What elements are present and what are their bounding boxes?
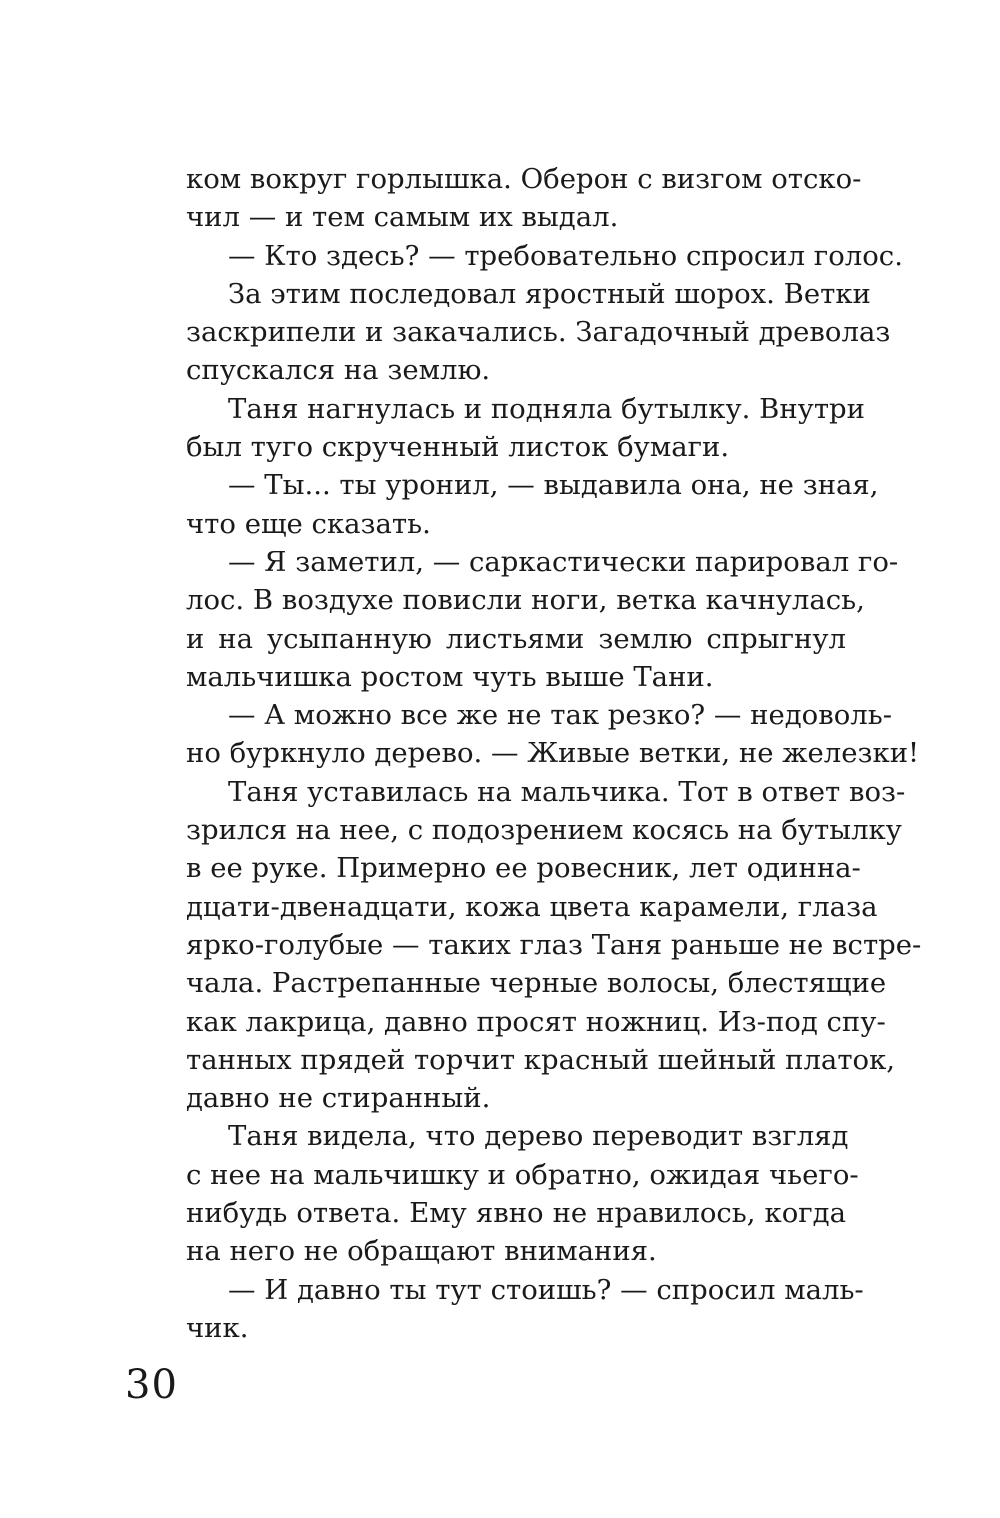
- text-line: танных прядей торчит красный шейный платок,: [186, 1043, 896, 1076]
- text-line: За этим последовал яростный шорох. Ветки: [228, 277, 871, 310]
- body-text: [186, 160, 922, 1347]
- text-line: зрился на нее, с подозрением косясь на бутылку: [186, 814, 902, 847]
- text-line: Таня видела, что дерево переводит взгляд: [228, 1120, 849, 1153]
- text-line: и на усыпанную листьями землю спрыгнул: [186, 622, 846, 655]
- text-line: чил — и тем самым их выдал.: [186, 201, 619, 234]
- text-line: — И давно ты тут стоишь? — спросил маль-: [228, 1273, 864, 1306]
- text-line: Таня нагнулась и подняла бутылку. Внутри: [228, 392, 865, 425]
- text-line: нибудь ответа. Ему явно не нравилось, когда: [186, 1197, 846, 1230]
- text-line: заскрипели и закачались. Загадочный древолаз: [186, 316, 891, 349]
- text-line: — Я заметил, — саркастически парировал го-: [228, 545, 899, 578]
- text-line: как лакрица, давно просят ножниц. Из-под спу-: [186, 1005, 886, 1038]
- text-line: лос. В воздухе повисли ноги, ветка качнулась,: [186, 584, 865, 617]
- text-line: — Ты... ты уронил, — выдавила она, не зная,: [228, 469, 879, 502]
- text-line: — Кто здесь? — требовательно спросил голос.: [228, 239, 903, 272]
- text-line: был туго скрученный листок бумаги.: [186, 431, 730, 464]
- text-line: Таня уставилась на мальчика. Тот в ответ воз-: [228, 775, 906, 808]
- text-line: дцати-двенадцати, кожа цвета карамели, глаза: [186, 890, 878, 923]
- text-line: но буркнуло дерево. — Живые ветки, не железки!: [186, 737, 920, 770]
- text-line: мальчишка ростом чуть выше Тани.: [186, 660, 714, 693]
- text-line: спускался на землю.: [186, 354, 491, 387]
- text-line: с нее на мальчишку и обратно, ожидая чьего-: [186, 1158, 859, 1191]
- text-line: — А можно все же не так резко? — недоволь-: [228, 699, 892, 732]
- text-line: чала. Растрепанные черные волосы, блестящие: [186, 967, 887, 1000]
- page-number: 30: [125, 1362, 178, 1408]
- text-line: чик.: [186, 1311, 249, 1344]
- text-line: на него не обращают внимания.: [186, 1235, 657, 1268]
- text-line: ярко-голубые — таких глаз Таня раньше не встре-: [186, 928, 922, 961]
- text-line: что еще сказать.: [186, 507, 431, 540]
- text-line: давно не стиранный.: [186, 1082, 491, 1115]
- text-line: ком вокруг горлышка. Оберон с визгом отско-: [186, 163, 862, 195]
- text-line: в ее руке. Примерно ее ровесник, лет одинна-: [186, 852, 861, 885]
